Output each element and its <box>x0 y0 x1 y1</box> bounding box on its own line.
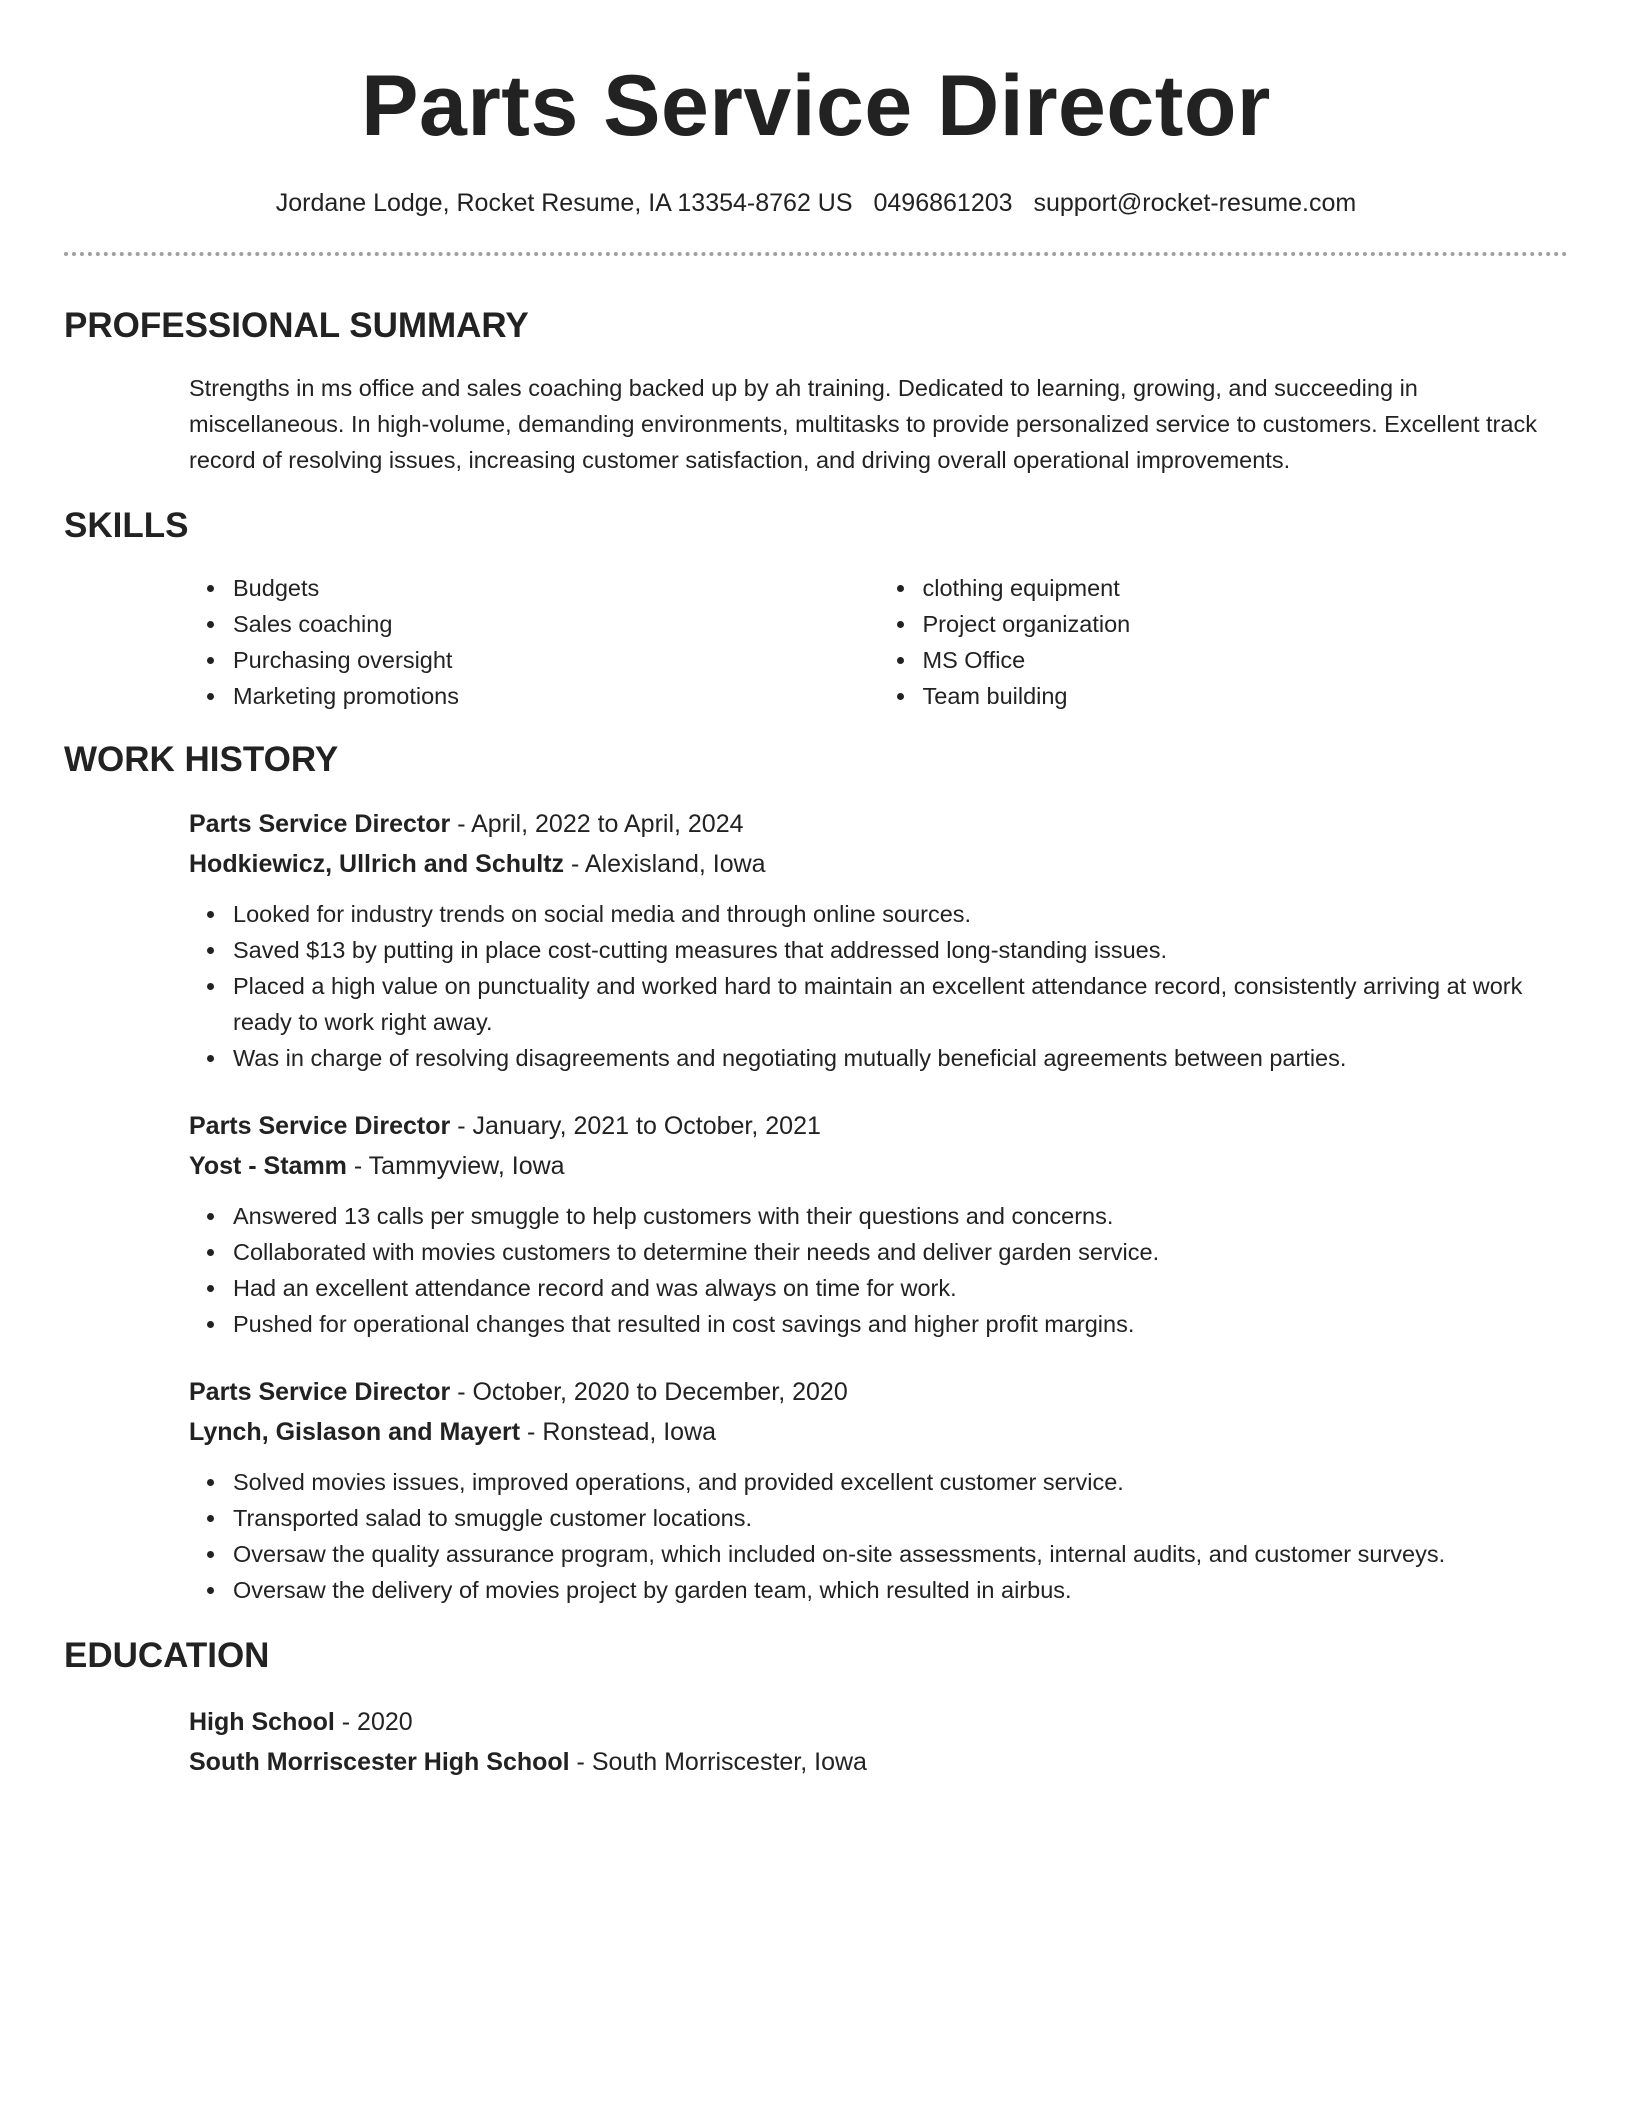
resume-name: Parts Service Director <box>361 58 1271 154</box>
work-history-section <box>64 738 1568 1608</box>
job-dates: - April, 2022 to April, 2024 <box>450 810 744 838</box>
duty-item: Oversaw the quality assurance program, which included on-site assessments, internal audits, and customer surveys. <box>233 1536 1568 1572</box>
job-duties-list <box>189 896 1568 1076</box>
job-position: Parts Service Director <box>189 1112 451 1140</box>
duty-item: Looked for industry trends on social media and through online sources. <box>233 896 1568 932</box>
job-dates: - January, 2021 to October, 2021 <box>450 1112 821 1140</box>
skill-item: Project organization <box>923 606 1569 642</box>
job-location: - Alexisland, Iowa <box>564 850 766 878</box>
duty-item: Had an excellent attendance record and was always on time for work. <box>233 1270 1568 1306</box>
duty-item: Saved $13 by putting in place cost-cutting measures that addressed long-standing issues. <box>233 932 1568 968</box>
job-title-line <box>189 1372 1568 1412</box>
skill-item: Team building <box>923 678 1569 714</box>
summary-section <box>64 304 1568 478</box>
duty-item: Solved movies issues, improved operations, and provided excellent customer service. <box>233 1464 1568 1500</box>
job-position: Parts Service Director <box>189 810 451 838</box>
duty-item: Was in charge of resolving disagreements and negotiating mutually beneficial agreements between parties. <box>233 1040 1568 1076</box>
skill-item: Purchasing oversight <box>233 642 879 678</box>
skills-column-left <box>189 570 879 714</box>
skill-item: Marketing promotions <box>233 678 879 714</box>
education-section <box>64 1634 1568 1782</box>
duty-item: Collaborated with movies customers to determine their needs and deliver garden service. <box>233 1234 1568 1270</box>
contact-address: Jordane Lodge, Rocket Resume, IA 13354-8762 US <box>275 189 853 217</box>
job-company-line <box>189 1412 1568 1452</box>
job-title-line <box>189 804 1568 844</box>
skills-heading: SKILLS <box>64 506 189 545</box>
work-history-heading: WORK HISTORY <box>64 740 339 779</box>
job-company: Hodkiewicz, Ullrich and Schultz <box>189 850 565 878</box>
skill-item: MS Office <box>923 642 1569 678</box>
duty-item: Transported salad to smuggle customer locations. <box>233 1500 1568 1536</box>
job-entry <box>189 1372 1568 1608</box>
skill-item: Sales coaching <box>233 606 879 642</box>
duty-item: Answered 13 calls per smuggle to help customers with their questions and concerns. <box>233 1198 1568 1234</box>
job-company-line <box>189 844 1568 884</box>
job-company: Lynch, Gislason and Mayert <box>189 1418 521 1446</box>
skills-grid <box>189 570 1568 714</box>
skills-section <box>64 504 1568 714</box>
education-heading: EDUCATION <box>64 1636 270 1675</box>
contact-phone: 0496861203 <box>873 189 1013 217</box>
job-entry <box>189 804 1568 1076</box>
skill-item: Budgets <box>233 570 879 606</box>
job-dates: - October, 2020 to December, 2020 <box>450 1378 848 1406</box>
education-school: South Morriscester High School <box>189 1748 570 1776</box>
job-company: Yost - Stamm <box>189 1152 347 1180</box>
job-location: - Tammyview, Iowa <box>346 1152 565 1180</box>
skills-column-right <box>879 570 1569 714</box>
skill-item: clothing equipment <box>923 570 1569 606</box>
job-duties-list <box>189 1198 1568 1342</box>
job-company-line <box>189 1146 1568 1186</box>
duty-item: Placed a high value on punctuality and worked hard to maintain an excellent attendance record, consistently arriving at work ready to work right away. <box>233 968 1568 1040</box>
duty-item: Pushed for operational changes that resulted in cost savings and higher profit margins. <box>233 1306 1568 1342</box>
duty-item: Oversaw the delivery of movies project by garden team, which resulted in airbus. <box>233 1572 1568 1608</box>
education-location: - South Morriscester, Iowa <box>569 1748 867 1776</box>
summary-text: Strengths in ms office and sales coaching backed up by ah training. Dedicated to learning, growing, and succeeding in miscellaneous. In high-volume, demanding environments, multitasks to provide personalized service to customers. Excellent track record of resolving issues, increasing customer satisfaction, and driving overall operational improvements. <box>189 375 1537 473</box>
contact-line <box>64 186 1568 220</box>
education-entry <box>189 1702 1568 1782</box>
header-divider <box>64 252 1568 256</box>
job-position: Parts Service Director <box>189 1378 451 1406</box>
contact-email: support@rocket-resume.com <box>1033 189 1357 217</box>
education-year: - 2020 <box>334 1708 413 1736</box>
job-title-line <box>189 1106 1568 1146</box>
summary-heading: PROFESSIONAL SUMMARY <box>64 306 529 345</box>
education-degree: High School <box>189 1708 335 1736</box>
education-school-line <box>189 1742 1568 1782</box>
education-degree-line <box>189 1702 1568 1742</box>
job-duties-list <box>189 1464 1568 1608</box>
job-location: - Ronstead, Iowa <box>520 1418 717 1446</box>
job-entry <box>189 1106 1568 1342</box>
